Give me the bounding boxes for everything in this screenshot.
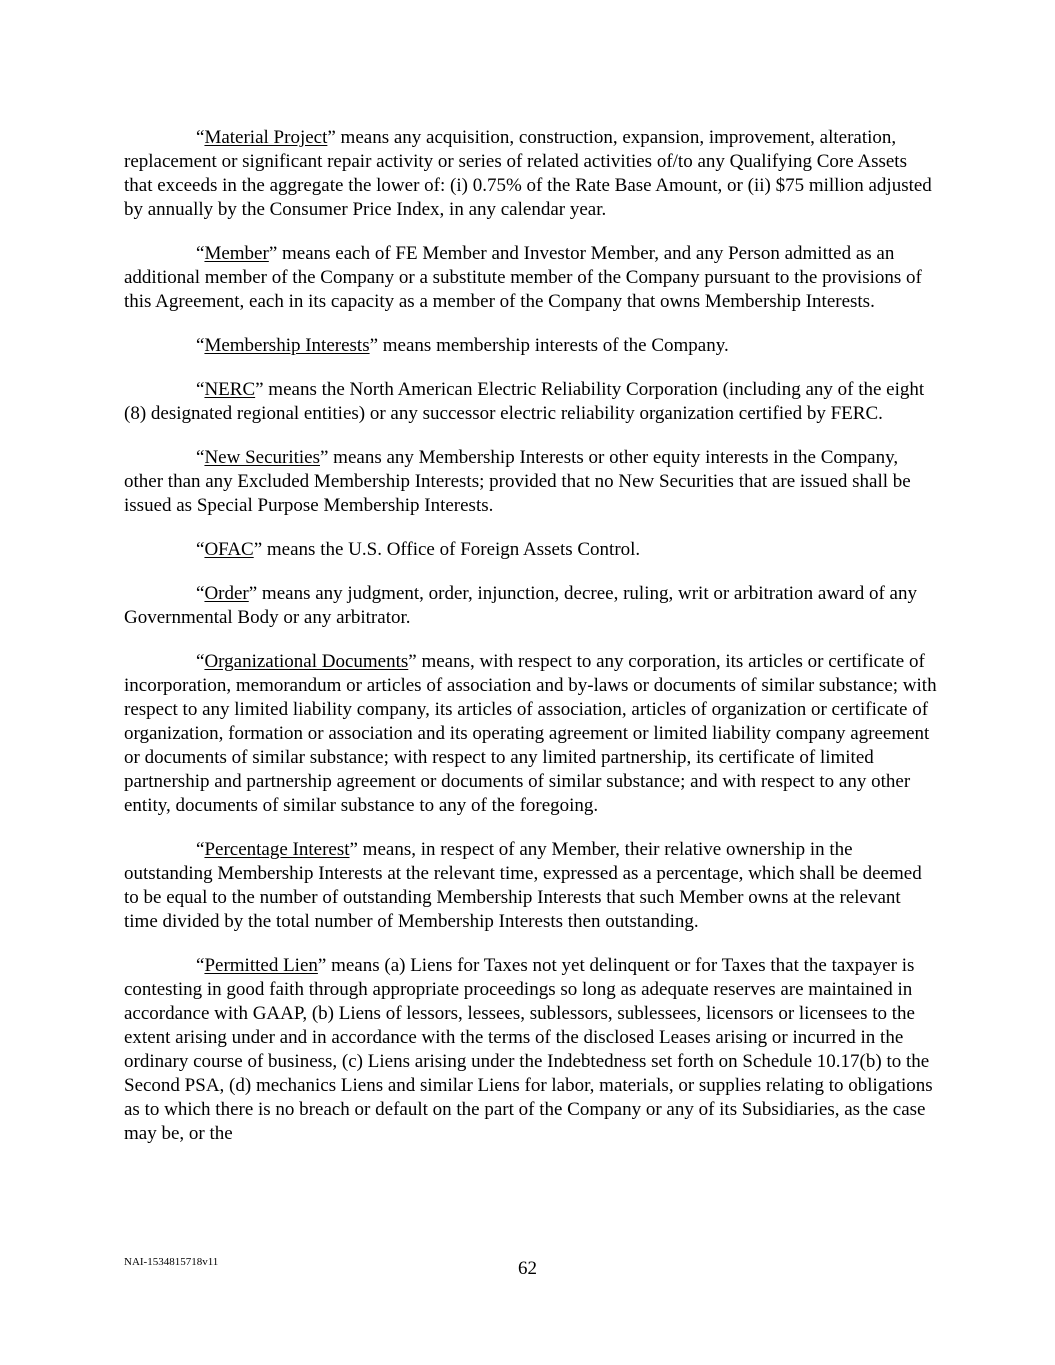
defined-term: New Securities [204, 447, 320, 468]
definition-new-securities: “New Securities” means any Membership Interests or other equity interests in the Company, other than any Excluded Membership Interests; provided that no New Securities that are issued shall be issued as Special Purpose Membership Interests. [124, 447, 911, 516]
definition-order: “Order” means any judgment, order, injunction, decree, ruling, writ or arbitration award of any Governmental Body or any arbitrator. [124, 583, 917, 628]
definition-text: ” means the North American Electric Reliability Corporation (including any of the eight (8) designated regional entities) or any successor electric reliability organization certified by FERC. [124, 379, 925, 424]
definitions-list [124, 126, 939, 1166]
definition-text: ” means each of FE Member and Investor Member, and any Person admitted as an additional member of the Company or a substitute member of the Company pursuant to the provisions of this Agreement, each in its capacity as a member of the Company that owns Membership Interests. [124, 243, 922, 312]
definition-text: ” means any acquisition, construction, expansion, improvement, alteration, replacement or significant repair activity or series of related activities of/to any Qualifying Core Assets that exceeds in the aggregate the lower of: (i) 0.75% of the Rate Base Amount, or (ii) $75 million adjusted by annually by the Consumer Price Index, in any calendar year. [124, 127, 932, 220]
defined-term: NERC [204, 379, 256, 400]
page-number: 62 [518, 1258, 537, 1279]
definition-text: ” means the U.S. Office of Foreign Assets Control. [253, 539, 641, 560]
definition-text: ” means membership interests of the Company. [369, 335, 729, 356]
definition-material-project: “Material Project” means any acquisition, construction, expansion, improvement, alteration, replacement or significant repair activity or series of related activities of/to any Qualifying Core Assets that exceeds in the aggregate the lower of: (i) 0.75% of the Rate Base Amount, or (ii) $75 million adjusted by annually by the Consumer Price Index, in any calendar year. [124, 127, 932, 220]
definition-text: ” means, with respect to any corporation, its articles or certificate of incorporation, memorandum or articles of association and by-laws or documents of similar substance; with respect to any limited liability company, its articles of association, articles of organization or certificate of organization, formation or association and its operating agreement or limited liability company agreement or documents of similar substance; with respect to any limited partnership, its certificate of limited partnership and partnership agreement or documents of similar substance; and with respect to any other entity, documents of similar substance to any of the foregoing. [124, 651, 937, 816]
definition-ofac: “OFAC” means the U.S. Office of Foreign Assets Control. [196, 539, 641, 560]
defined-term: Percentage Interest [204, 839, 350, 860]
definition-member: “Member” means each of FE Member and Investor Member, and any Person admitted as an additional member of the Company or a substitute member of the Company pursuant to the provisions of this Agreement, each in its capacity as a member of the Company that owns Membership Interests. [124, 243, 922, 312]
defined-term: Member [204, 243, 269, 264]
document-id: NAI-1534815718v11 [124, 1256, 219, 1268]
definition-membership-interests: “Membership Interests” means membership interests of the Company. [196, 335, 729, 356]
definition-nerc: “NERC” means the North American Electric Reliability Corporation (including any of the eight (8) designated regional entities) or any successor electric reliability organization certified by FERC. [124, 379, 925, 424]
definition-text: ” means any judgment, order, injunction, decree, ruling, writ or arbitration award of any Governmental Body or any arbitrator. [124, 583, 917, 628]
defined-term: Membership Interests [204, 335, 370, 356]
defined-term: Material Project [204, 127, 328, 148]
defined-term: Permitted Lien [204, 955, 318, 976]
defined-term: Order [204, 583, 249, 604]
definition-permitted-lien: “Permitted Lien” means (a) Liens for Taxes not yet delinquent or for Taxes that the taxpayer is contesting in good faith through appropriate proceedings so long as adequate reserves are maintained in accordance with GAAP, (b) Liens of lessors, lessees, sublessors, sublessees, licensors or licensees to the extent arising under and in accordance with the terms of the disclosed Leases arising or incurred in the ordinary course of business, (c) Liens arising under the Indebtedness set forth on Schedule 10.17(b) to the Second PSA, (d) mechanics Liens and similar Liens for labor, materials, or supplies relating to obligations as to which there is no breach or default on the part of the Company or any of its Subsidiaries, as the case may be, or the [124, 955, 933, 1144]
definition-organizational-documents: “Organizational Documents” means, with respect to any corporation, its articles or certificate of incorporation, memorandum or articles of association and by-laws or documents of similar substance; with respect to any limited liability company, its articles of association, articles of organization or certificate of organization, formation or association and its operating agreement or limited liability company agreement or documents of similar substance; with respect to any limited partnership, its certificate of limited partnership and partnership agreement or documents of similar substance; and with respect to any other entity, documents of similar substance to any of the foregoing. [124, 651, 937, 816]
definition-text: ” means any Membership Interests or other equity interests in the Company, other than any Excluded Membership Interests; provided that no New Securities that are issued shall be issued as Special Purpose Membership Interests. [124, 447, 911, 516]
definition-percentage-interest: “Percentage Interest” means, in respect of any Member, their relative ownership in the outstanding Membership Interests at the relevant time, expressed as a percentage, which shall be deemed to be equal to the number of outstanding Membership Interests that such Member owns at the relevant time divided by the total number of Membership Interests then outstanding. [124, 839, 922, 932]
defined-term: Organizational Documents [204, 651, 409, 672]
definition-text: ” means, in respect of any Member, their relative ownership in the outstanding Membership Interests at the relevant time, expressed as a percentage, which shall be deemed to be equal to the number of outstanding Membership Interests that such Member owns at the relevant time divided by the total number of Membership Interests then outstanding. [124, 839, 922, 932]
definition-text: ” means (a) Liens for Taxes not yet delinquent or for Taxes that the taxpayer is contesting in good faith through appropriate proceedings so long as adequate reserves are maintained in accordance with GAAP, (b) Liens of lessors, lessees, sublessors, sublessees, licensors or licensees to the extent arising under and in accordance with the terms of the disclosed Leases arising or incurred in the ordinary course of business, (c) Liens arising under the Indebtedness set forth on Schedule 10.17(b) to the Second PSA, (d) mechanics Liens and similar Liens for labor, materials, or supplies relating to obligations as to which there is no breach or default on the part of the Company or any of its Subsidiaries, as the case may be, or the [124, 955, 933, 1144]
defined-term: OFAC [204, 539, 254, 560]
